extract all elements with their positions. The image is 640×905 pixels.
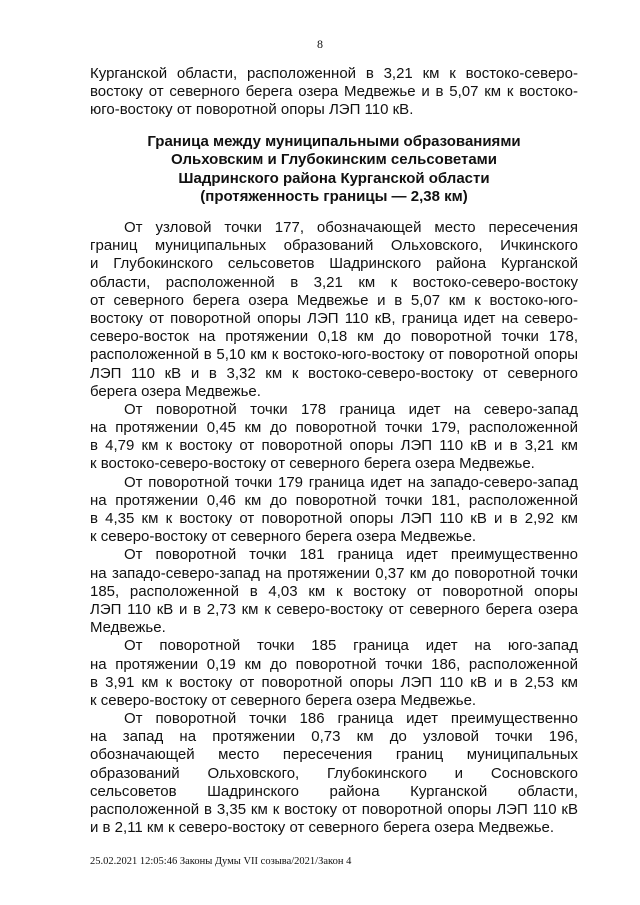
section-heading xyxy=(60,133,608,207)
text-line: Медвежье. xyxy=(90,619,166,637)
page-number: 8 xyxy=(317,37,323,51)
text-line: От поворотной точки 179 граница идет на западо-северо-запад xyxy=(124,473,578,491)
text-line: обозначающей место пересечения границ муниципальных xyxy=(90,746,578,764)
text-line: образований Ольховского, Глубокинского и Сосновского xyxy=(90,764,578,782)
text-line: на запад на протяжении 0,73 км до узловой точки 196, xyxy=(90,728,578,746)
text-line: 185, расположенной в 4,03 км к востоку от поворотной опоры xyxy=(90,582,578,600)
text-line: к северо-востоку от северного берега озера Медвежье. xyxy=(90,528,477,546)
text-line: расположенной в 3,35 км к востоку от поворотной опоры ЛЭП 110 кВ xyxy=(90,801,578,818)
heading-line: Ольховским и Глубокинским сельсоветами xyxy=(170,151,497,169)
text-line: в 4,35 км к востоку от поворотной опоры ЛЭП 110 кВ и в 2,92 км xyxy=(90,510,578,527)
text-line: к северо-востоку от северного берега озера Медвежье. xyxy=(90,691,477,709)
text-line: на протяжении 0,45 км до поворотной точки 179, расположенной xyxy=(90,419,578,437)
text-line: северо-восток на протяжении 0,18 км до поворотной точки 178, xyxy=(90,328,578,346)
text-line: юго-востоку от поворотной опоры ЛЭП 110 кВ. xyxy=(90,101,414,119)
heading-line: Граница между муниципальными образованиями xyxy=(147,133,521,150)
heading-line: (протяженность границы — 2,38 км) xyxy=(200,188,468,206)
text-line: на протяжении 0,19 км до поворотной точки 186, расположенной xyxy=(90,655,578,673)
text-line: сельсоветов Шадринского района Курганской области, xyxy=(90,782,578,800)
text-line: От узловой точки 177, обозначающей место пересечения xyxy=(124,219,578,236)
text-line: ЛЭП 110 кВ и в 2,73 км к северо-востоку от северного берега озера xyxy=(90,600,578,618)
text-line: От поворотной точки 185 граница идет на юго-запад xyxy=(124,637,578,655)
text-line: Курганской области, расположенной в 3,21 км к востоко-северо- xyxy=(90,65,578,82)
text-line: на западо-северо-запад на протяжении 0,37 км до поворотной точки xyxy=(90,564,578,582)
intro-paragraph xyxy=(90,65,578,120)
text-line: на протяжении 0,46 км до поворотной точки 181, расположенной xyxy=(90,491,578,509)
text-line: От поворотной точки 178 граница идет на северо-запад xyxy=(124,400,578,418)
heading-line: Шадринского района Курганской области xyxy=(178,169,490,187)
text-line: области, расположенной в 3,21 км к востоко-северо-востоку xyxy=(90,273,578,291)
text-line: и в 2,11 км к северо-востоку от северного берега озера Медвежье. xyxy=(90,819,555,837)
boundary-description xyxy=(90,219,578,837)
text-line: границ муниципальных образований Ольховского, Ичкинского xyxy=(90,237,578,255)
text-line: в 3,91 км к востоку от поворотной опоры ЛЭП 110 кВ и в 2,53 км xyxy=(90,673,578,691)
text-line: От поворотной точки 186 граница идет преимущественно xyxy=(124,710,578,728)
text-line: в 4,79 км к востоку от поворотной опоры ЛЭП 110 кВ и в 3,21 км xyxy=(90,437,578,455)
text-line: и Глубокинского сельсоветов Шадринского района Курганской xyxy=(90,255,578,273)
document-footer: 25.02.2021 12:05:46 Законы Думы VII созыва/2021/Закон 4 xyxy=(90,856,352,867)
text-line: к востоко-северо-востоку от северного берега озера Медвежье. xyxy=(90,455,535,473)
text-line: востоку от северного берега озера Медвежье и в 5,07 км к востоко- xyxy=(90,83,578,101)
text-line: берега озера Медвежье. xyxy=(90,382,261,400)
text-line: ЛЭП 110 кВ и в 3,32 км к востоко-северо-востоку от северного xyxy=(90,364,578,382)
text-line: от северного берега озера Медвежье и в 5,07 км к востоко-юго- xyxy=(90,291,578,309)
text-line: расположенной в 5,10 км к востоко-юго-востоку от поворотной опоры xyxy=(90,346,578,364)
text-line: От поворотной точки 181 граница идет преимущественно xyxy=(124,546,578,564)
text-line: востоку от поворотной опоры ЛЭП 110 кВ, граница идет на северо- xyxy=(90,309,578,327)
